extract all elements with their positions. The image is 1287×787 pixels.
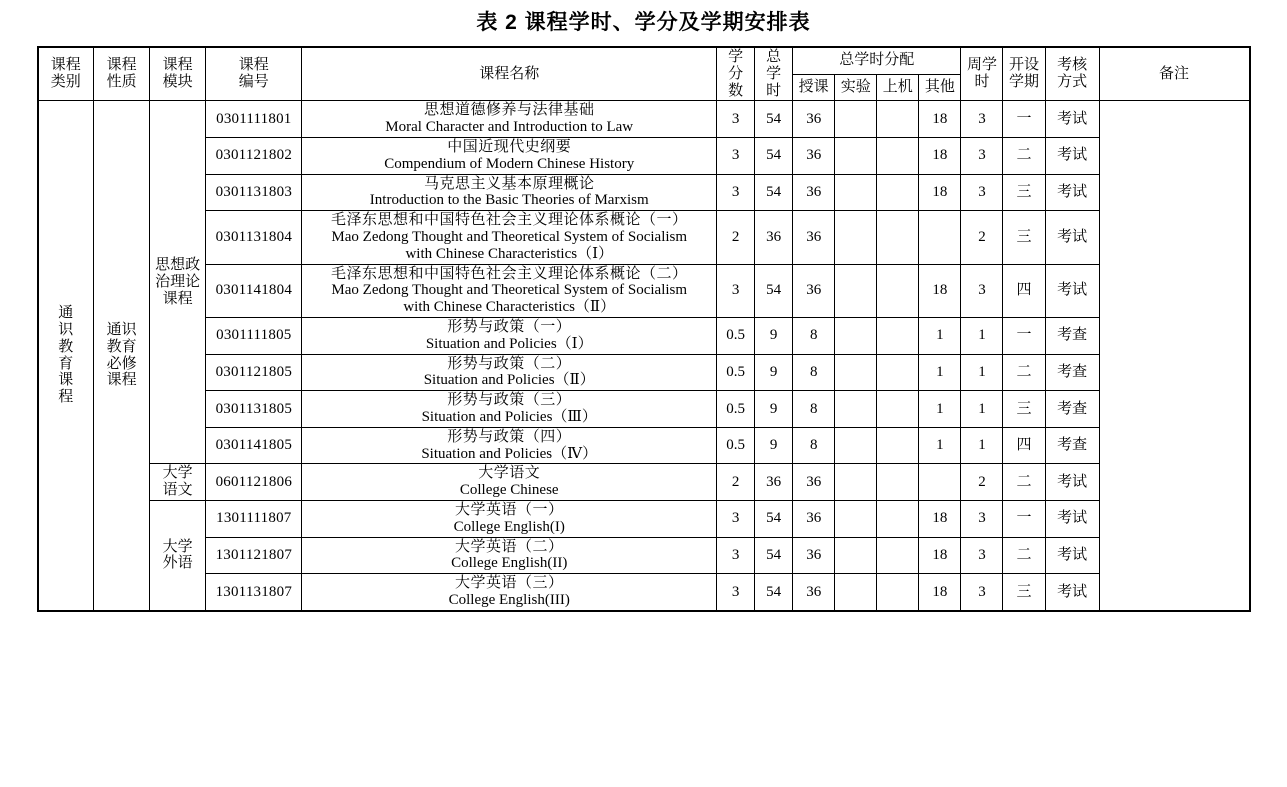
course-name-en-line2: with Chinese Characteristics（Ⅱ）	[403, 299, 616, 316]
cell-weekly-hours: 1	[961, 354, 1003, 391]
cell-code: 0301131803	[206, 174, 302, 211]
cell-semester: 三	[1003, 174, 1045, 211]
cell-weekly-hours: 1	[961, 317, 1003, 354]
course-name-cn: 形势与政策（一）	[447, 317, 572, 335]
header-total-hours: 总学时	[755, 47, 793, 101]
cell-semester: 二	[1003, 354, 1045, 391]
cell-assessment: 考试	[1045, 574, 1099, 611]
cell-other: 18	[919, 137, 961, 174]
table-row	[38, 354, 1250, 391]
cell-experiment	[835, 574, 877, 611]
cell-semester: 一	[1003, 500, 1045, 537]
cell-code: 0301111801	[206, 101, 302, 138]
cell-weekly-hours: 1	[961, 391, 1003, 428]
cell-computer	[877, 137, 919, 174]
cell-credits: 3	[717, 174, 755, 211]
course-name-cn: 毛泽东思想和中国特色社会主义理论体系概论（一）	[330, 211, 688, 229]
cell-other: 18	[919, 537, 961, 574]
cell-code: 0301111805	[206, 317, 302, 354]
header-other: 其他	[919, 74, 961, 101]
cell-lecture: 8	[793, 354, 835, 391]
table-row	[38, 317, 1250, 354]
cell-other: 18	[919, 101, 961, 138]
group-category: 通识教育课程	[38, 101, 94, 611]
course-name-cn: 大学语文	[478, 464, 541, 482]
cell-semester: 三	[1003, 391, 1045, 428]
cell-experiment	[835, 464, 877, 501]
cell-total-hours: 9	[755, 427, 793, 464]
cell-course-name	[302, 427, 717, 464]
header-remark: 备注	[1099, 47, 1249, 101]
cell-lecture: 36	[793, 174, 835, 211]
header-module: 课程模块	[150, 47, 206, 101]
table-row	[38, 537, 1250, 574]
course-name-cn: 思想道德修养与法律基础	[423, 101, 595, 119]
header-course-name: 课程名称	[302, 47, 717, 101]
course-name-cn: 大学英语（二）	[454, 537, 564, 555]
header-credits: 学分数	[717, 47, 755, 101]
cell-course-name	[302, 574, 717, 611]
course-name-en: College English(II)	[451, 555, 568, 572]
cell-weekly-hours: 3	[961, 137, 1003, 174]
header-nature: 课程性质	[94, 47, 150, 101]
table-row	[38, 500, 1250, 537]
cell-weekly-hours: 2	[961, 464, 1003, 501]
course-name-cn: 中国近现代史纲要	[447, 137, 572, 155]
cell-credits: 3	[717, 264, 755, 317]
cell-credits: 2	[717, 464, 755, 501]
group-module-politics: 思想政治理论课程	[150, 101, 206, 464]
cell-experiment	[835, 391, 877, 428]
cell-course-name	[302, 500, 717, 537]
cell-total-hours: 54	[755, 137, 793, 174]
group-module-foreign-language: 大学外语	[150, 500, 206, 610]
cell-other	[919, 464, 961, 501]
header-category: 课程类别	[38, 47, 94, 101]
cell-computer	[877, 211, 919, 264]
header-weekly-hours: 周学时	[961, 47, 1003, 101]
cell-total-hours: 54	[755, 101, 793, 138]
cell-lecture: 36	[793, 500, 835, 537]
course-name-en: Situation and Policies（Ⅱ）	[423, 372, 595, 389]
cell-other: 18	[919, 574, 961, 611]
course-name-en: College English(I)	[453, 518, 565, 535]
cell-code: 0601121806	[206, 464, 302, 501]
cell-semester: 二	[1003, 537, 1045, 574]
cell-credits: 0.5	[717, 427, 755, 464]
cell-computer	[877, 101, 919, 138]
cell-total-hours: 9	[755, 354, 793, 391]
course-name-en-line2: with Chinese Characteristics（Ⅰ）	[405, 245, 613, 262]
table-row	[38, 391, 1250, 428]
cell-credits: 0.5	[717, 317, 755, 354]
cell-total-hours: 9	[755, 391, 793, 428]
cell-experiment	[835, 211, 877, 264]
cell-lecture: 36	[793, 101, 835, 138]
cell-course-name	[302, 464, 717, 501]
cell-semester: 一	[1003, 317, 1045, 354]
course-name-cn: 大学英语（一）	[454, 500, 564, 518]
cell-lecture: 36	[793, 264, 835, 317]
cell-assessment: 考查	[1045, 391, 1099, 428]
cell-code: 0301131804	[206, 211, 302, 264]
cell-credits: 3	[717, 537, 755, 574]
cell-credits: 3	[717, 137, 755, 174]
cell-credits: 0.5	[717, 354, 755, 391]
cell-other: 1	[919, 427, 961, 464]
cell-total-hours: 54	[755, 500, 793, 537]
cell-credits: 3	[717, 500, 755, 537]
cell-code: 0301131805	[206, 391, 302, 428]
cell-lecture: 8	[793, 427, 835, 464]
cell-remark	[1099, 101, 1249, 611]
cell-other	[919, 211, 961, 264]
cell-weekly-hours: 3	[961, 537, 1003, 574]
cell-assessment: 考试	[1045, 464, 1099, 501]
cell-lecture: 36	[793, 537, 835, 574]
cell-other: 18	[919, 500, 961, 537]
cell-experiment	[835, 264, 877, 317]
cell-course-name	[302, 391, 717, 428]
cell-computer	[877, 317, 919, 354]
table-row	[38, 211, 1250, 264]
cell-weekly-hours: 3	[961, 500, 1003, 537]
cell-course-name	[302, 137, 717, 174]
table-row	[38, 137, 1250, 174]
course-name-en: College Chinese	[459, 482, 559, 499]
header-experiment: 实验	[835, 74, 877, 101]
cell-experiment	[835, 317, 877, 354]
cell-lecture: 36	[793, 574, 835, 611]
cell-total-hours: 54	[755, 264, 793, 317]
cell-code: 1301131807	[206, 574, 302, 611]
cell-assessment: 考试	[1045, 537, 1099, 574]
course-name-en: Situation and Policies（Ⅰ）	[425, 335, 593, 352]
group-nature: 通识教育必修课程	[94, 101, 150, 611]
group-module-chinese: 大学语文	[150, 464, 206, 501]
cell-other: 1	[919, 391, 961, 428]
cell-total-hours: 54	[755, 174, 793, 211]
cell-code: 0301141804	[206, 264, 302, 317]
page-title: 表 2 课程学时、学分及学期安排表	[476, 11, 811, 34]
cell-computer	[877, 464, 919, 501]
cell-experiment	[835, 354, 877, 391]
cell-course-name	[302, 174, 717, 211]
cell-other: 18	[919, 264, 961, 317]
cell-experiment	[835, 500, 877, 537]
course-name-en: Moral Character and Introduction to Law	[385, 119, 634, 136]
cell-course-name	[302, 317, 717, 354]
cell-course-name	[302, 537, 717, 574]
course-name-cn: 大学英语（三）	[454, 574, 564, 592]
cell-assessment: 考试	[1045, 211, 1099, 264]
cell-total-hours: 36	[755, 464, 793, 501]
cell-other: 1	[919, 354, 961, 391]
course-name-en: Situation and Policies（Ⅳ）	[421, 445, 598, 462]
cell-credits: 3	[717, 574, 755, 611]
cell-experiment	[835, 101, 877, 138]
cell-weekly-hours: 3	[961, 264, 1003, 317]
cell-experiment	[835, 137, 877, 174]
cell-semester: 四	[1003, 264, 1045, 317]
cell-lecture: 8	[793, 317, 835, 354]
cell-assessment: 考试	[1045, 137, 1099, 174]
cell-semester: 三	[1003, 574, 1045, 611]
cell-total-hours: 54	[755, 537, 793, 574]
cell-assessment: 考试	[1045, 174, 1099, 211]
header-semester: 开设学期	[1003, 47, 1045, 101]
cell-assessment: 考查	[1045, 317, 1099, 354]
course-name-en: Compendium of Modern Chinese History	[384, 155, 635, 172]
cell-other: 18	[919, 174, 961, 211]
cell-weekly-hours: 3	[961, 574, 1003, 611]
cell-computer	[877, 537, 919, 574]
cell-lecture: 8	[793, 391, 835, 428]
table-row	[38, 264, 1250, 317]
cell-computer	[877, 500, 919, 537]
cell-credits: 2	[717, 211, 755, 264]
header-assessment: 考核方式	[1045, 47, 1099, 101]
cell-experiment	[835, 537, 877, 574]
cell-other: 1	[919, 317, 961, 354]
cell-experiment	[835, 427, 877, 464]
table-row	[38, 464, 1250, 501]
cell-semester: 二	[1003, 464, 1045, 501]
cell-course-name	[302, 101, 717, 138]
cell-computer	[877, 574, 919, 611]
cell-course-name	[302, 211, 717, 264]
header-hour-distribution: 总学时分配	[793, 47, 961, 74]
cell-lecture: 36	[793, 464, 835, 501]
header-computer: 上机	[877, 74, 919, 101]
course-name-en: Situation and Policies（Ⅲ）	[421, 408, 597, 425]
table-row	[38, 427, 1250, 464]
table-row	[38, 101, 1250, 138]
course-schedule-table	[37, 46, 1251, 612]
cell-total-hours: 54	[755, 574, 793, 611]
course-name-cn: 形势与政策（二）	[447, 354, 572, 372]
cell-weekly-hours: 2	[961, 211, 1003, 264]
cell-credits: 3	[717, 101, 755, 138]
course-name-cn: 形势与政策（四）	[447, 427, 572, 445]
cell-code: 0301121805	[206, 354, 302, 391]
cell-weekly-hours: 3	[961, 101, 1003, 138]
cell-semester: 一	[1003, 101, 1045, 138]
cell-assessment: 考查	[1045, 427, 1099, 464]
cell-total-hours: 36	[755, 211, 793, 264]
cell-weekly-hours: 3	[961, 174, 1003, 211]
cell-computer	[877, 264, 919, 317]
cell-course-name	[302, 264, 717, 317]
course-name-cn: 形势与政策（三）	[447, 391, 572, 409]
header-code: 课程编号	[206, 47, 302, 101]
cell-computer	[877, 391, 919, 428]
course-name-en: Introduction to the Basic Theories of Marxism	[369, 192, 649, 209]
cell-assessment: 考查	[1045, 354, 1099, 391]
table-row	[38, 574, 1250, 611]
course-name-cn: 马克思主义基本原理概论	[423, 174, 595, 192]
cell-code: 0301121802	[206, 137, 302, 174]
cell-semester: 三	[1003, 211, 1045, 264]
cell-credits: 0.5	[717, 391, 755, 428]
course-name-en: Mao Zedong Thought and Theoretical System of Socialism	[331, 228, 688, 245]
cell-computer	[877, 174, 919, 211]
cell-assessment: 考试	[1045, 101, 1099, 138]
cell-total-hours: 9	[755, 317, 793, 354]
course-name-cn: 毛泽东思想和中国特色社会主义理论体系概论（二）	[330, 264, 688, 282]
cell-assessment: 考试	[1045, 500, 1099, 537]
cell-semester: 四	[1003, 427, 1045, 464]
table-row	[38, 174, 1250, 211]
cell-assessment: 考试	[1045, 264, 1099, 317]
cell-code: 0301141805	[206, 427, 302, 464]
header-lecture: 授课	[793, 74, 835, 101]
course-name-en: College English(III)	[448, 591, 570, 608]
cell-code: 1301111807	[206, 500, 302, 537]
cell-code: 1301121807	[206, 537, 302, 574]
cell-semester: 二	[1003, 137, 1045, 174]
table-header-row	[38, 47, 1250, 74]
cell-experiment	[835, 174, 877, 211]
cell-weekly-hours: 1	[961, 427, 1003, 464]
cell-computer	[877, 354, 919, 391]
cell-computer	[877, 427, 919, 464]
course-name-en: Mao Zedong Thought and Theoretical System of Socialism	[331, 282, 688, 299]
cell-lecture: 36	[793, 211, 835, 264]
cell-lecture: 36	[793, 137, 835, 174]
cell-course-name	[302, 354, 717, 391]
